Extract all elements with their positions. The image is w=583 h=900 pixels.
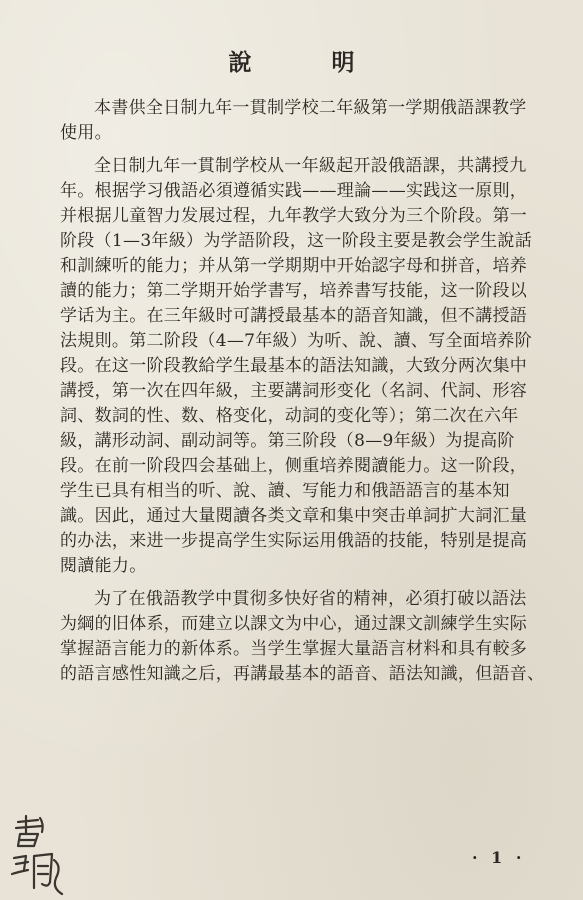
text-line: 学生已具有相当的听、說、讀、写能力和俄語語言的基本知 [60,481,510,501]
paragraph [60,96,532,146]
text-line: 法規則。第二阶段（4—7年級）为听、說、讀、写全面培养阶 [60,331,533,351]
text-line: 学话为主。在三年級时可講授最基本的語音知識，但不講授語 [60,306,528,326]
paragraph [60,154,532,579]
text-line: 为綱的旧体系，而建立以課文为中心，通过課文訓練学生实际 [60,614,528,634]
text-line: 的語言感性知識之后，再講最基本的語音、語法知識，但語音、 [60,664,545,684]
text-line: 段。在前一阶段四会基础上，侧重培养閱讀能力。这一阶段， [60,456,528,476]
text-line: 和訓練听的能力；并从第一学期期中开始認字母和拼音，培养 [60,256,528,276]
text-line: 本書供全日制九年一貫制学校二年級第一学期俄語課教学 [94,98,527,118]
text-line: 詞、数詞的性、数、格变化，动詞的变化等）；第二次在六年 [60,406,519,426]
text-line: 并根据儿童智力发展过程，九年教学大致分为三个阶段。第一 [60,206,528,226]
text-line: 的办法，来进一步提高学生实际运用俄語的技能，特别是提高 [60,531,528,551]
text-line: 讀的能力；第二学期开始学書写，培养書写技能，这一阶段以 [60,281,528,301]
text-line: 識。因此，通过大量閱讀各类文章和集中突击单詞扩大詞汇量 [60,506,528,526]
page-title: 說 明 [228,49,391,76]
text-line: 全日制九年一貫制学校从一年級起开設俄語課，共講授九 [94,156,527,176]
text-line: 段。在这一阶段教給学生最基本的語法知識，大致分两次集中 [60,356,528,376]
document-body [60,96,545,695]
text-line: 講授，第一次在四年級，主要講詞形变化（名詞、代詞、形容 [60,381,528,401]
page-number: · 1 · [472,848,526,867]
text-line: 为了在俄語教学中貫彻多快好省的精神，必須打破以語法 [94,589,527,609]
text-line: 阶段（1—3年級）为学語阶段，这一阶段主要是教会学生說話 [60,231,533,251]
paragraph [60,587,545,687]
text-line: 使用。 [60,123,112,143]
text-line: 年。根据学习俄語必須遵循实践——理論——实践这一原則， [60,181,528,201]
text-line: 級，講形动詞、副动詞等。第三阶段（8—9年級）为提高阶 [60,431,515,451]
text-line: 掌握語言能力的新体系。当学生掌握大量語言材料和具有較多 [60,639,528,659]
handwritten-signature [4,812,76,898]
text-line: 閱讀能力。 [60,556,147,576]
